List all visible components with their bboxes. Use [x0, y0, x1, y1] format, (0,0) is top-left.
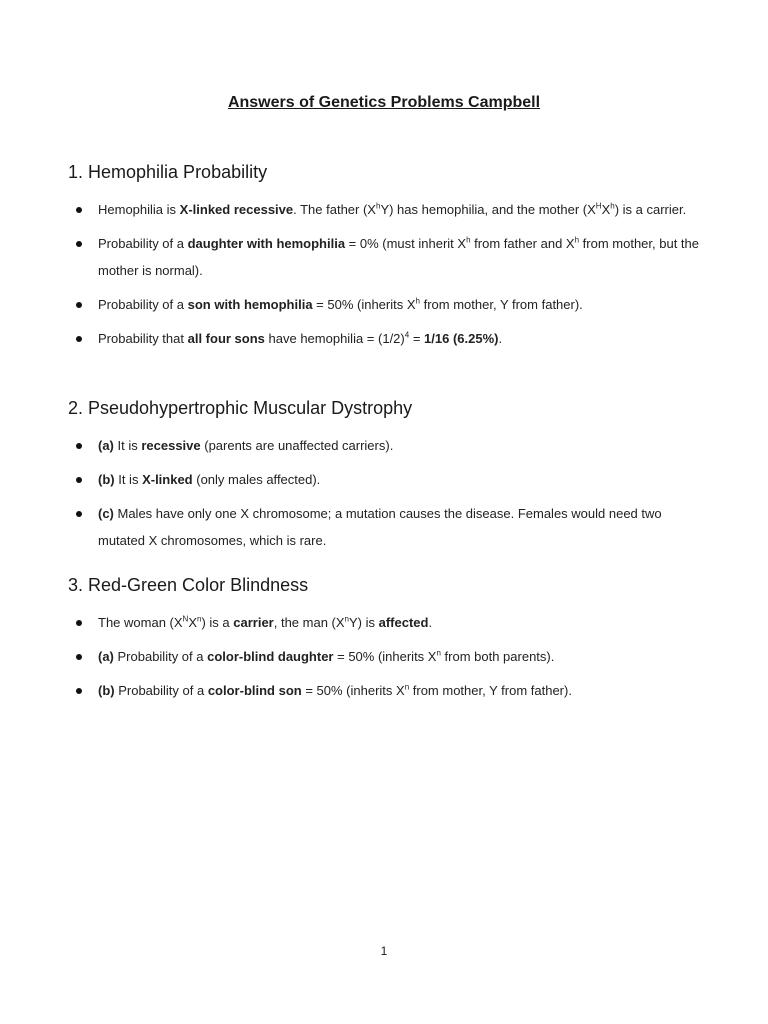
list-item: [68, 432, 708, 459]
text: (parents are unaffected carriers).: [200, 438, 394, 453]
superscript-text: h: [375, 201, 381, 211]
text: It is: [113, 438, 142, 453]
bullet-dot-icon: [76, 207, 82, 213]
bullet-dot-icon: [76, 302, 82, 308]
superscript-text: n: [436, 648, 441, 658]
bold-text: all four sons: [187, 331, 265, 346]
bullet-list: [68, 609, 708, 704]
list-item: [68, 609, 708, 636]
text: .: [428, 615, 433, 630]
superscript-text: n: [404, 682, 410, 692]
list-item: [68, 230, 708, 284]
superscript-text: h: [415, 296, 420, 306]
text: Probability of a: [98, 236, 188, 251]
document-title: Answers of Genetics Problems Campbell: [227, 94, 541, 111]
text: = 0% (must inherit X: [345, 236, 467, 251]
bullet-dot-icon: [76, 511, 82, 517]
text: X: [601, 202, 611, 217]
bold-text: (a): [98, 649, 114, 664]
list-item: [68, 500, 708, 554]
list-item: [68, 325, 708, 352]
text: ) is a carrier.: [614, 202, 687, 217]
list-item: [68, 196, 708, 223]
text: ) is a: [201, 615, 234, 630]
bullet-dot-icon: [76, 688, 82, 694]
bold-text: carrier: [233, 615, 274, 630]
text: Probability of a: [114, 683, 208, 698]
list-item: [68, 291, 708, 318]
bold-text: (c): [98, 506, 114, 521]
text: from mother, Y from father).: [419, 297, 583, 312]
bullet-dot-icon: [76, 443, 82, 449]
superscript-text: H: [595, 201, 602, 211]
bullet-dot-icon: [76, 654, 82, 660]
bold-text: X-linked recessive: [179, 202, 294, 217]
text: It is: [114, 472, 143, 487]
text: , the man (X: [273, 615, 345, 630]
text: = 50% (inherits X: [333, 649, 437, 664]
text: from mother, Y from father).: [409, 683, 572, 698]
text: = 50% (inherits X: [301, 683, 405, 698]
bold-text: recessive: [141, 438, 201, 453]
section-hemophilia: [68, 162, 708, 359]
bold-text: (b): [98, 472, 115, 487]
list-item: [68, 466, 708, 493]
text: Probability of a: [113, 649, 208, 664]
text: Y) has hemophilia, and the mother (X: [380, 202, 596, 217]
list-item: [68, 643, 708, 670]
bold-text: color-blind daughter: [207, 649, 334, 664]
text: Males have only one X chromosome; a mutation causes the disease. Females would need two mutated X chromosomes, which is rare.: [98, 506, 662, 548]
text: have hemophilia = (1/2): [264, 331, 405, 346]
superscript-text: h: [574, 235, 580, 245]
text: (only males affected).: [192, 472, 321, 487]
text: The woman (X: [98, 615, 183, 630]
bold-text: affected: [378, 615, 429, 630]
bullet-list: [68, 432, 708, 554]
text: X: [188, 615, 197, 630]
bold-text: son with hemophilia: [187, 297, 313, 312]
superscript-text: h: [610, 201, 615, 211]
bullet-dot-icon: [76, 241, 82, 247]
superscript-text: h: [466, 235, 471, 245]
bullet-list: [68, 196, 708, 352]
text: Hemophilia is: [98, 202, 180, 217]
text: from both parents).: [440, 649, 555, 664]
text: from father and X: [470, 236, 575, 251]
text: Y) is: [349, 615, 379, 630]
section-color-blindness: [68, 575, 708, 711]
superscript-text: n: [344, 614, 349, 624]
text: Probability that: [98, 331, 188, 346]
text: from mother, but the mother is normal).: [98, 236, 700, 278]
bold-text: (b): [98, 683, 115, 698]
bold-text: color-blind son: [207, 683, 302, 698]
superscript-text: N: [182, 614, 189, 624]
superscript-text: 4: [404, 330, 410, 340]
text: Probability of a: [98, 297, 188, 312]
text: . The father (X: [293, 202, 376, 217]
bold-text: (a): [98, 438, 114, 453]
list-item: [68, 677, 708, 704]
bold-text: 1/16 (6.25%): [424, 331, 499, 346]
superscript-text: n: [197, 614, 202, 624]
section-heading: 3. Red-Green Color Blindness: [68, 575, 309, 595]
bold-text: daughter with hemophilia: [187, 236, 346, 251]
section-muscular-dystrophy: [68, 398, 708, 561]
bold-text: X-linked: [142, 472, 193, 487]
bullet-dot-icon: [76, 477, 82, 483]
section-heading: 2. Pseudohypertrophic Muscular Dystrophy: [68, 398, 413, 418]
text: =: [409, 331, 425, 346]
bullet-dot-icon: [76, 620, 82, 626]
text: .: [498, 331, 503, 346]
text: = 50% (inherits X: [312, 297, 416, 312]
page-number: 1: [380, 944, 388, 958]
bullet-dot-icon: [76, 336, 82, 342]
section-heading: 1. Hemophilia Probability: [68, 162, 268, 182]
